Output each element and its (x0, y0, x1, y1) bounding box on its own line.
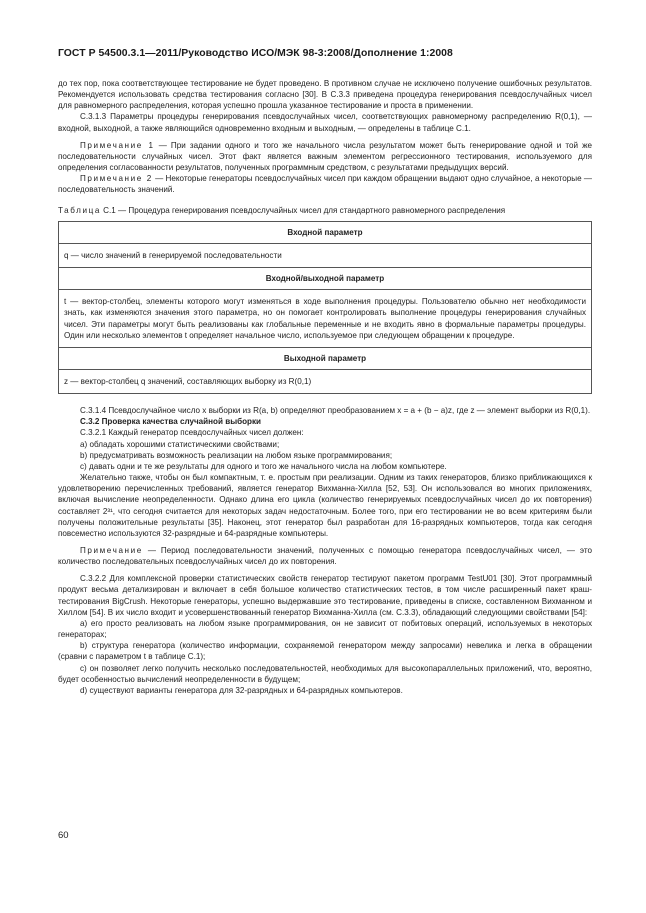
document-page (58, 48, 592, 696)
note-3 (58, 545, 592, 567)
wichmann-paragraph: Желательно также, чтобы он был компактным, т. е. простым при реализации. Одним из таких генераторов, близко приближающихся к удовлетворению перечисленных требований, является генератор Вихманна-Хилла [52, 53]. Он использовался во многих приложениях, включая вычисление неопределенности. Однако длина его цикла (количество генерируемых псевдослучайных чисел до их повторения) составляет 2³¹, что сегодня считается для некоторых задач недостаточным. Более того, при его тестировании не во всем критериям были получены положительные результаты [35]. Наконец, этот генератор был разработан для 16-разрядных компьютеров, тогда как сегодня повсеместно используются 32-разрядные и 64-разрядные компьютеры. (58, 473, 592, 538)
list-item: а) обладать хорошими статистическими свойствами; (80, 439, 280, 449)
list-item: c) он позволяет легко получить несколько последовательностей, необходимых для высокопараллельных приложений, что, вероятно, будет особенностью вычислений неопределенности в будущем; (58, 663, 592, 684)
section-c32-title: С.3.2 Проверка качества случайной выборки (80, 417, 262, 427)
list-item: b) структура генератора (количество информации, сохраняемой генератором между запросами) невелика и легка в обращении (сравни с параметром t в таблице С.1); (58, 641, 592, 662)
table-cell-output: z — вектор-столбец q значений, составляющих выборку из R(0,1) (59, 369, 592, 393)
note-2-label: Примечание 2 (80, 174, 153, 184)
table-header-inout: Входной/выходной параметр (59, 268, 592, 290)
list-item: d) существуют варианты генератора для 32-разрядных и 64-разрядных компьютеров. (80, 685, 403, 695)
note-2 (58, 173, 592, 195)
parameters-table (58, 221, 592, 394)
section-c313-paragraph: С.3.1.3 Параметры процедуры генерирования псевдослучайных чисел, соответствующих равномерному распределению R(0,1), — входной, выходной, а также являющийся одновременно входным и выходным, — определены в таблице С.1. (58, 112, 592, 133)
page-number: 60 (58, 830, 69, 841)
document-header: ГОСТ Р 54500.3.1—2011/Руководство ИСО/МЭК 98-3:2008/Дополнение 1:2008 (58, 48, 453, 59)
section-c314-paragraph: С.3.1.4 Псевдослучайное число x выборки из R(a, b) определяют преобразованием x = a + (b − a)z, где z — элемент выборки из R(0,1). (80, 406, 591, 416)
list-item: а) его просто реализовать на любом языке программирования, он не зависит от побитовых операций, используемых в некоторых генераторах; (58, 618, 592, 640)
section-c321-paragraph: С.3.2.1 Каждый генератор псевдослучайных чисел должен: (80, 428, 304, 438)
table-cell-input: q — число значений в генерируемой последовательности (59, 243, 592, 267)
list-item: c) давать одни и те же результаты для одного и того же начального числа на любом компьютере. (80, 461, 447, 471)
note-1 (58, 140, 592, 173)
table-cell-inout: t — вектор-столбец, элементы которого могут изменяться в ходе выполнения процедуры. Пользователю обычно нет необходимости знать, как изменяются значения этого параметра, но он помогает контролировать выполнение процедуры генерирования случайных чисел. Эти параметры могут быть реализованы как глобальные переменные и не входить явно в формальные параметры процедуры. Один или несколько элементов t определяет начальное число, используемое при следующем обращении к процедуре. (59, 290, 592, 348)
note-1-text: — При задании одного и того же начального числа результатом может быть генерирование одной и той же последовательности случайных чисел. Этот факт является важным элементом регрессионного тестирования, используемого для определения согласованности результатов, полученных программным средством, с результатами предыдущих версий. (58, 140, 592, 173)
note-2-text: — Некоторые генераторы псевдослучайных чисел при каждом обращении выдают одно случайное, а некоторые — последовательность значений. (58, 174, 592, 195)
list-item: b) предусматривать возможность реализации на любом языке программирования; (80, 450, 393, 460)
note-3-text: — Период последовательности значений, полученных с помощью генератора псевдослучайных чисел, — это количество последовательных псевдослучайных чисел до их повторения. (58, 546, 592, 567)
note-3-label: Примечание (80, 546, 143, 555)
note-1-label: Примечание 1 (80, 140, 155, 150)
table-header-output: Выходной параметр (59, 347, 592, 369)
table-caption-label: Таблица (58, 205, 101, 215)
table-header-input: Входной параметр (59, 221, 592, 243)
intro-paragraph: до тех пор, пока соответствующее тестирование не будет проведено. В противном случае не исключено получение ошибочных результатов. Рекомендуется использовать средства тестирования согласно [30]. В С.3.3 приведена процедура генерирования псевдослучайных чисел для равномерного распределения, которая успешно прошла указанное тестирование и проста в применении. (58, 79, 592, 111)
section-c322-paragraph: С.3.2.2 Для комплексной проверки статистических свойств генератор тестируют пакетом программ TestU01 [30]. Этот программный продукт весьма детализирован и включает в себя большое количество статистических тестов, в том числе расширенный пакет краш-тестирования BigCrush. Некоторые генераторы, успешно выдержавшие это тестирование, приведены в списке, составленном Вихманном и Хиллом [54]. В их число входит и усовершенствованный генератор Вихманна-Хилла (см. С.3.3), обладающий следующими свойствами [54]: (58, 574, 592, 617)
table-caption-text: С.1 — Процедура генерирования псевдослучайных чисел для стандартного равномерного распределения (100, 205, 506, 215)
table-caption (58, 205, 592, 216)
